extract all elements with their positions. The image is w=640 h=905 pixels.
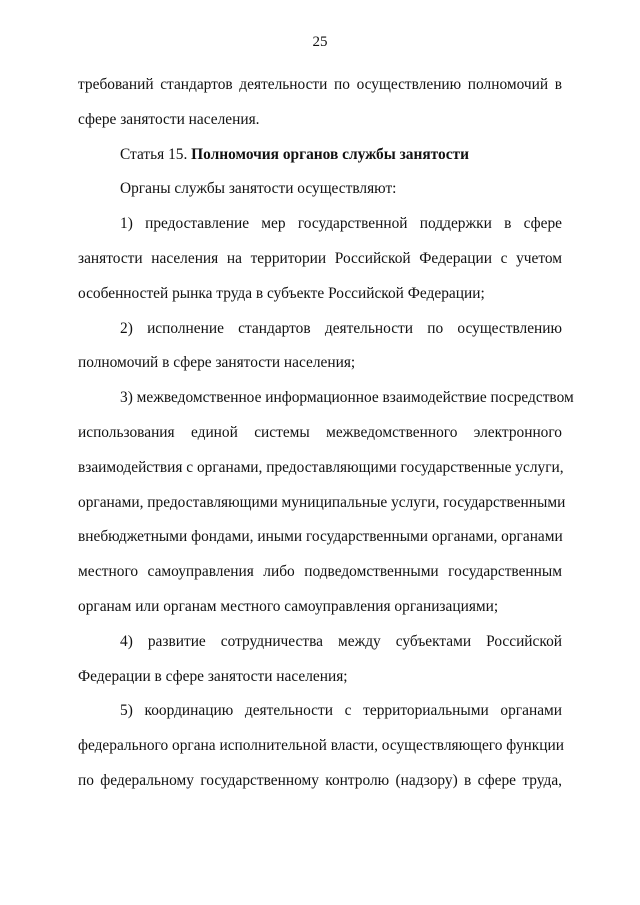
text-line: особенностей рынка труда в субъекте Российской Федерации;: [78, 284, 485, 302]
text-line: требований стандартов деятельности по осуществлению полномочий в: [78, 76, 562, 93]
list-item-5: 5) координацию деятельности с территориальными органами: [120, 702, 562, 720]
text-line: Федерации в сфере занятости населения;: [78, 667, 348, 685]
document-body: [78, 68, 574, 799]
text-line: внебюджетными фондами, иными государственными органами, органами: [78, 528, 563, 546]
text-line: федерального органа исполнительной власти, осуществляющего функции: [78, 737, 564, 755]
text-line: органами, предоставляющими муниципальные услуги, государственными: [78, 493, 566, 511]
list-item-1: 1) предоставление мер государственной поддержки в сфере: [120, 215, 562, 233]
list-item-4: 4) развитие сотрудничества между субъектами Российской: [120, 632, 562, 650]
text-line: Органы службы занятости осуществляют:: [120, 180, 397, 198]
text-line: взаимодействия с органами, предоставляющими государственные услуги,: [78, 458, 564, 476]
list-item-3: 3) межведомственное информационное взаимодействие посредством: [120, 389, 574, 407]
article-number: Статья 15.: [120, 145, 192, 163]
article-title: Полномочия органов службы занятости: [191, 145, 469, 163]
text-line: местного самоуправления либо подведомственными государственным: [78, 563, 562, 581]
article-heading: [78, 138, 562, 173]
text-line: по федеральному государственному контролю (надзору) в сфере труда,: [78, 771, 562, 789]
text-line: органам или органам местного самоуправления организациями;: [78, 597, 499, 615]
page-number: 25: [312, 34, 328, 50]
text-line: сфере занятости населения.: [78, 110, 260, 128]
text-line: занятости населения на территории Российской Федерации с учетом: [78, 249, 562, 267]
text-line: полномочий в сфере занятости населения;: [78, 354, 356, 372]
text-line: использования единой системы межведомственного электронного: [78, 423, 562, 441]
list-item-2: 2) исполнение стандартов деятельности по осуществлению: [120, 319, 562, 337]
